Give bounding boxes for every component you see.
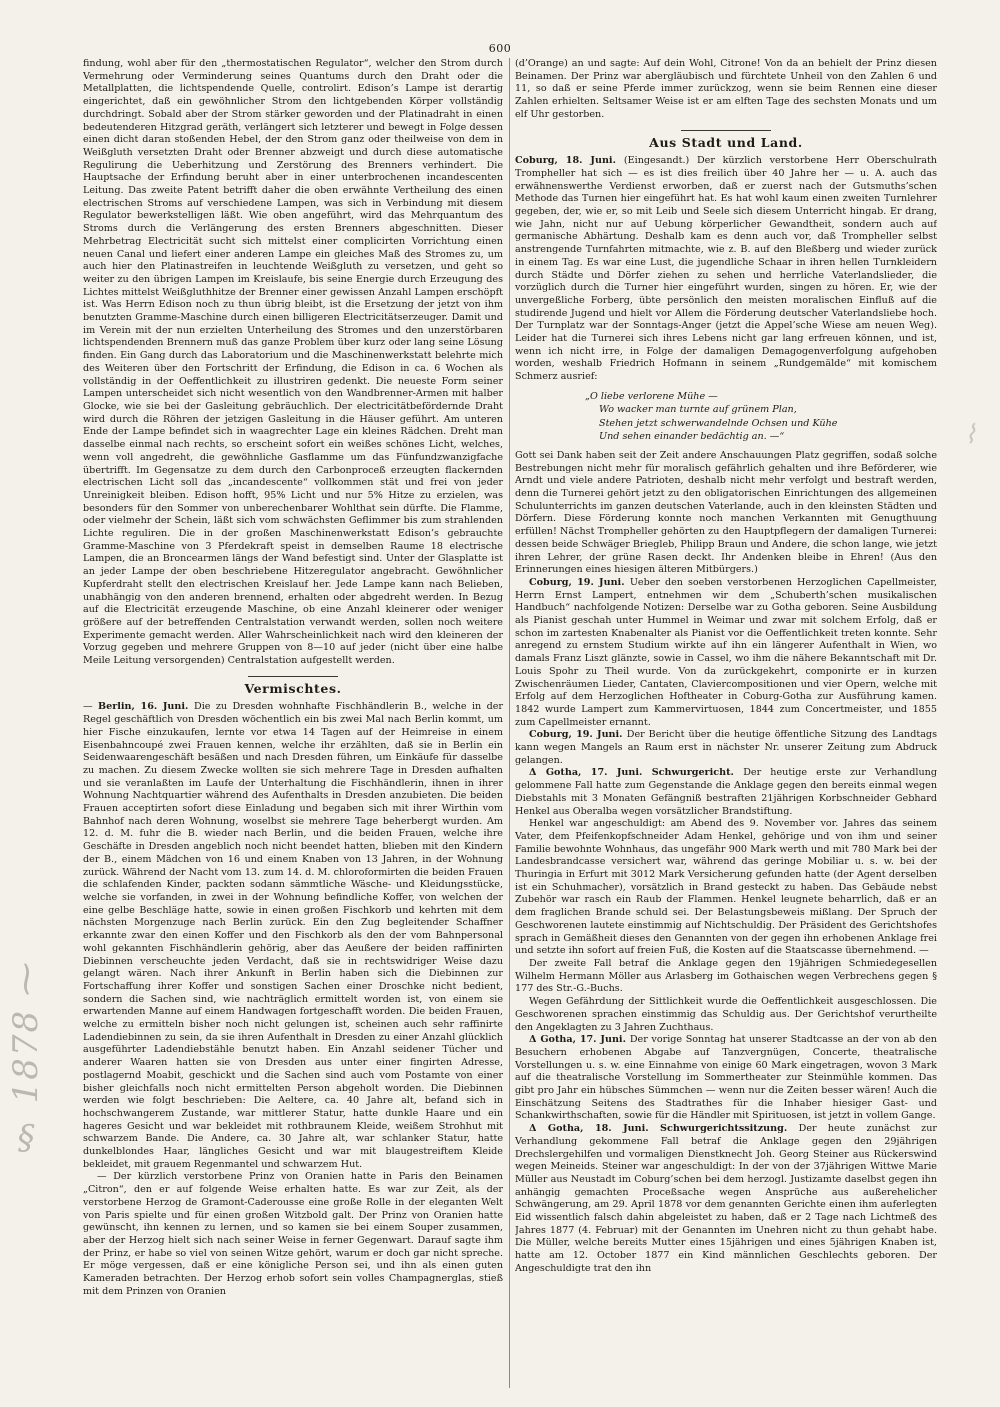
article-paragraph bbox=[515, 729, 937, 767]
article-text: Der heute zunächst zur Verhandlung gekommene Fall betraf die Anklage gegen den 29jährigen Drechslergehilfen und vormaligen Dienstknecht Joh. Georg Steiner aus Rückerswind wegen Meineids. Steiner war angeschuldigt: In der von der 37jährigen Wittwe Marie Müller aus Neustadt im Coburg’schen bei dem herzogl. Justizamte daselbst gegen ihn anhängig gemachten Proceßsache wegen Ansprüche aus außerehelicher Schwängerung, am 29. April 1878 vor dem genannten Gerichte einen ihm auferlegten Eid wissentlich falsch dahin abgeleistet zu haben, daß er 2 Tage nach Lichtmeß des Jahres 1877 (4. Februar) mit der Genannten im Unehren nicht zu thun gehabt habe. Die Müller, welche bereits Mutter eines 15jährigen und eines 5jährigen Knaben ist, hatte am 12. October 1877 ein Kind männlichen Geschlechts geboren. Der Angeschuldigte trat den ihn bbox=[515, 1123, 937, 1274]
dateline: Coburg, 19. Juni. bbox=[529, 576, 630, 588]
handwritten-margin-mark: ⌇ bbox=[955, 420, 985, 450]
dateline: Coburg, 19. Juni. bbox=[529, 729, 627, 741]
article-paragraph: Der zweite Fall betraf die Anklage gegen den 19jährigen Schmiedegesellen Wilhelm Hermann Möller aus Arlasberg im Gothaischen wegen Verbrechens gegen § 177 des Str.-G.-Buchs. bbox=[515, 958, 937, 995]
article-text: Der Bericht über die heutige öffentliche Sitzung des Landtags kann wegen Mangels an Raum erst in nächster Nr. unserer Zeitung zum Abdruck gelangen. bbox=[515, 729, 937, 766]
article-text: Ueber den soeben verstorbenen Herzoglichen Capellmeister, Herrn Ernst Lampert, entnehmen wir dem „Schuberth’schen musikalischen Handbuch“ nachfolgende Notizen: Derselbe war zu Gotha geboren. Seine Ausbildung als Pianist geschah unter Hummel in Weimar und zwar mit solchem Erfolg, daß er schon im zartesten Knabenalter als Pianist vor die Oeffentlichkeit treten konnte. Sehr anregend zu ernstem Studium wirkte auf ihn ein längerer Aufenthalt in Wien, wo damals Franz Liszt glänzte, sowie in Cassel, wo ihm die nähere Bekanntschaft mit Dr. Louis Spohr zu Theil wurde. Von da zurückgekehrt, componirte er in kurzen Zwischenräumen Lieder, Cantaten, Claviercompositionen und vier Opern, welche mit Erfolg auf dem Herzoglichen Hoftheater in Coburg-Gotha zur Ausführung kamen. 1842 wurde Lampert zum Kammervirtuosen, 1844 zum Concertmeister, und 1855 zum Capellmeister ernannt. bbox=[515, 576, 937, 728]
section-rule bbox=[248, 676, 338, 677]
right-column bbox=[515, 58, 937, 1388]
dateline: Δ Gotha, 17. Juni. Schwurgericht. bbox=[529, 767, 744, 779]
article-paragraph: Gott sei Dank haben seit der Zeit andere Anschauungen Platz gegriffen, sodaß solche Bestrebungen nicht mehr für moralisch gefährlich gehalten und ihre Beförderer, wie Arndt und viele andere Patrioten, deshalb nicht mehr verfolgt und bestraft werden, denn die Turnerei gehört jetzt zu den obligatorischen Einrichtungen des allgemeinen Schulunterrichts im ganzen deutschen Vaterlande, auch in den kleinsten Städten und Dörfern. Diese Förderung konnte noch manchen Verkannten mit Genugthuung erfüllen! Nächst Trompheller gehörten zu den Hauptpflegern der damaligen Turnerei: dessen beide Schwäger Briegleb, Philipp Braun und Andere, die schon lange, wie jetzt ihren Lehrer, der grüne Rasen deckt. Ihr Andenken bleibe in Ehren! (Aus den Erinnerungen eines hiesigen älteren Mitbürgers.) bbox=[515, 449, 937, 576]
article-text: (Eingesandt.) Der kürzlich verstorbene Herr Oberschulrath Trompheller hat sich — es ist dies freilich über 40 Jahre her — u. A. auch das erwähnenswerthe Verdienst erworben, daß er zuerst nach der Gutsmuths’schen Methode das Turnen hier eingeführt hat. Es hat wohl kaum einen zweiten Turnlehrer gegeben, der, wie er, so mit Leib und Seele sich diesem Unterricht hingab. Er drang, wie Jahn, nicht nur auf Uebung körperlicher Gewandtheit, sondern auch auf germanische Abhärtung. Deshalb kam es denn auch vor, daß Trompheller selbst anstrengende Turnfahrten mitmachte, wie z. B. auf den Bleßberg und wieder zurück in einem Tag. Es war eine Lust, die jugendliche Schaar in ihren hellen Turnkleidern durch Städte und Dörfer ziehen zu sehen und herrliche Vaterlandslieder, die vorzüglich durch die Turner hier eingeführt wurden, singen zu hören. Er, wie der unvergeßliche Forberg, übte persönlich den meisten moralischen Einfluß auf die studirende Jugend und hielt vor Allem die Förderung deutscher Vaterlandsliebe hoch. Der Turnplatz war der Sonntags-Anger (jetzt die Appel’sche Wiese am neuen Weg). Leider hat die Turnerei sich ihres Lebens nicht gar lang erfreuen können, und ist, wenn ich nicht irre, in Folge der damaligen Demagogenverfolgung aufgehoben worden, weshalb Friedrich Hofmann in seinem „Rundgemälde“ mit komischem Schmerz ausrief: bbox=[515, 155, 937, 383]
column-divider bbox=[509, 58, 510, 1388]
article-paragraph bbox=[515, 1034, 937, 1123]
article-paragraph: — Der kürzlich verstorbene Prinz von Oranien hatte in Paris den Beinamen „Citron“, den er auf folgende Weise erhalten hatte. Es war zur Zeit, als der verstorbene Herzog de Gramont-Caderousse eine große Rolle in der eleganten Welt von Paris spielte und für einen großen Witzbold galt. Der Prinz von Oranien hatte gewünscht, ihn kennen zu lernen, und so kamen sie bei einem Souper zusammen, aber der Herzog hielt sich nach seiner Weise in ferner Gegenwart. Darauf sagte ihm der Prinz, er habe so viel von seinen Witze gehört, warum er doch gar nicht spreche. Er möge vergessen, daß er eine königliche Person sei, und ihn als einen guten Kameraden betrachten. Der Herzog erhob sofort sein volles Champagnerglas, stieß mit dem Prinzen von Oranien bbox=[83, 1171, 503, 1297]
article-paragraph: (d’Orange) an und sagte: Auf dein Wohl, Citrone! Von da an behielt der Prinz diesen Beinamen. Der Prinz war abergläubisch und fürchtete Unheil von den Zahlen 6 und 11, so daß er seine Pferde immer zurückzog, wenn sie beim Rennen eine dieser Zahlen erhielten. Seltsamer Weise ist er am elften Tage des sechsten Monats und um elf Uhr gestorben. bbox=[515, 58, 937, 120]
dateline: Δ Gotha, 18. Juni. Schwurgerichtssitzung. bbox=[529, 1123, 799, 1135]
poem-line: Wo wacker man turnte auf grünem Plan, bbox=[599, 404, 797, 416]
article-paragraph bbox=[515, 155, 937, 384]
poem-line: Stehen jetzt schwerwandelnde Ochsen und Kühe bbox=[599, 417, 838, 429]
article-paragraph: Henkel war angeschuldigt: am Abend des 9. November vor. Jahres das seinem Vater, dem Pfeifenkopfschneider Adam Henkel, gehörige und von ihm und seiner Familie bewohnte Wohnhaus, das ungefähr 900 Mark werth und mit 780 Mark bei der Landesbrandcasse versichert war, während das geringe Mobiliar u. s. w. bei der Thuringia in Erfurt mit 3012 Mark Versicherung gefunden hatte (der Agent derselben ist ein Schuhmacher), vorsätzlich in Brand gesteckt zu haben. Das Gebäude nebst Zubehör war rasch ein Raub der Flammen. Henkel leugnete beharrlich, daß er an dem fraglichen Brande schuld sei. Der Belastungsbeweis mißlang. Der Spruch der Geschworenen lautete einstimmig auf Nichtschuldig. Der Präsident des Gerichtshofes sprach in Gemäßheit dieses den Genannten von der gegen ihn erhobenen Anklage frei und setzte ihn sofort auf freien Fuß, die Kosten auf die Staatscasse übernehmend. — bbox=[515, 818, 937, 957]
article-paragraph: findung, wohl aber für den „thermostatischen Regulator“, welcher den Strom durch Vermehrung oder Verminderung seines Quantums durch den Draht oder die Metallplatten, die lichtspendende Quelle, controlirt. Edison’s Lampe ist derartig eingerichtet, daß ein gewöhnlicher Strom den lichtgebenden Körper vollständig durchdringt. Sobald aber der Strom stärker geworden und der Platinadraht in einen bedeutenderen Hitzgrad geräth, verlängert sich letzterer und bewegt in Folge dessen einen dicht daran stoßenden Hebel, der den Strom ganz oder theilweise von dem in Weißgluth versetzten Draht oder Brenner abzweigt und durch diese automatische Regulirung die Ueberhitzung und Zerstörung des Brenners verhindert. Die Hauptsache der Erfindung beruht aber in einer unterbrochenen incandescenten Leitung. Das zweite Patent betrifft daher die oben erwähnte Vertheilung des einen electrischen Stroms auf verschiedene Lampen, was sich in Verbindung mit diesem Regulator bewerkstelligen läßt. Wie oben angeführt, wird das Mehrquantum des Stroms durch die Verlängerung des ersten Brenners abgeschnitten. Dieser Mehrbetrag Electricität sucht sich mittelst einer complicirten Vorrichtung einen neuen Canal und liefert einer anderen Lampe ein gleiches Maß des Stromes zu, um auch hier den Platinastreifen in leuchtende Weißgluth zu versetzen, und geht so weiter zu den übrigen Lampen im Kreislaufe, bis seine Energie durch Erzeugung des Lichtes mittelst Weißgluthhitze der Brenner einer gewissen Anzahl Lampen erschöpft ist. Was Herrn Edison noch zu thun übrig bleibt, ist die Ersetzung der jetzt von ihm benutzten Gramme-Maschine durch einen billigeren Electricitätserzeuger. Damit und im Verein mit der nun erzielten Unterheilung des Stromes und den unzerstörbaren lichtspendenden Brennern muß das ganze Problem über kurz oder lang seine Lösung finden. Ein Gang durch das Laboratorium und die Maschinenwerkstatt belehrte mich des Weiteren über den Fortschritt der Erfindung, die Edison in ca. 6 Wochen als vollständig in der Oeffentlichkeit zu illustriren gedenkt. Die neueste Form seiner Lampen unterscheidet sich nicht wesentlich von den Wandbrenner-Armen mit halber Glocke, wie sie bei der Gasleitung gebräuchlich. Der electricitätbefördernde Draht wird durch die Röhren der jetzigen Gasleitung in die Häuser geführt. Am unteren Ende der Lampe befindet sich in waagrechter Lage ein kleines Rädchen. Dreht man dasselbe einmal nach rechts, so erscheint sofort ein weißes schönes Licht, welches, wenn voll angedreht, die gewöhnliche Gasflamme um das Fünfundzwanzigfache übertrifft. Im Gegensatze zu dem durch den Carbonproceß erzeugten flackernden electrischen Licht soll das „incandescente“ vollkommen stät und frei von jeder Unreinigkeit bleiben. Edison hofft, 95% Licht und nur 5% Hitze zu erzielen, was besonders für den Sommer von unberechenbarer Wohlthat sein dürfte. Die Flamme, oder vielmehr der Schein, läßt sich vom schwächsten Geflimmer bis zum strahlenden Lichte reguliren. Die in der großen Maschinenwerkstatt Edison’s gebrauchte Gramme-Maschine von 3 Pferdekraft speist in demselben Raume 18 electrische Lampen, die an Broncearmen längs der Wand befestigt sind. Unter der Glasplatte ist an jeder Lampe der oben beschriebene Hitzeregulator angebracht. Gewöhnlicher Kupferdraht stellt den electrischen Kreislauf her. Jede Lampe kann nach Belieben, unabhängig von den anderen brennend, erhalten oder abgedreht werden. In Bezug auf die Electricität erzeugende Maschine, ob eine Anzahl kleinerer oder weniger größere auf der betreffenden Centralstation verwandt werden, sollen noch weitere Experimente gemacht werden. Aller Wahrscheinlichkeit nach wird den kleineren der Vorzug gegeben und mehrere Gruppen von 8—10 auf jeder (nicht über eine halbe Meile Leitung versorgenden) Centralstation aufgestellt werden. bbox=[83, 58, 503, 667]
section-rule bbox=[681, 130, 771, 131]
handwritten-margin-note: § 1878 ⁓ bbox=[6, 960, 46, 1159]
article-text: Der vorige Sonntag hat unserer Stadtcasse an der von ab den Besuchern erhobenen Abgabe auf Tanzvergnügen, Concerte, theatralische Vorstellungen u. s. w. eine Einnahme von einige 60 Mark eingetragen, wovon 3 Mark auf die theatralische Vorstellung im Sommertheater zur Steinmühle kommen. Das gibt pro Jahr ein hübsches Sümmchen — wenn nur die Zeiten besser wären! Auch die Einschätzung Seitens des Stadtrathes für die Inhaber hiesiger Gast- und Schankwirthschaften, sowie für die Händler mit Spirituosen, ist jetzt in vollem Gange. bbox=[515, 1034, 937, 1122]
article-text: Die zu Dresden wohnhafte Fischhändlerin B., welche in der Regel geschäftlich von Dresden wöchentlich ein bis zwei Mal nach Berlin kommt, um hier Fische einzukaufen, lernte vor etwa 14 Tagen auf der Heimreise in einem Eisenbahncoupé zwei Frauen kennen, welche ihr erzählten, daß sie in Berlin ein Seidenwaarengeschäft besäßen und nach Dresden führen, um Einkäufe für dasselbe zu machen. Zu diesem Zwecke wollten sie sich mehrere Tage in Dresden aufhalten und sie veranlaßten im Laufe der Unterhaltung die Fischhändlerin, ihnen in ihrer Wohnung Nachtquartier während des Aufenthalts in Dresden anzubieten. Die beiden Frauen acceptirten sofort diese Einladung und begaben sich mit ihrer Wirthin vom Bahnhof nach deren Wohnung, woselbst sie mehrere Tage beherbergt wurden. Am 12. d. M. fuhr die B. wieder nach Berlin, und die beiden Frauen, welche ihre Geschäfte in Dresden angeblich noch nicht beendet hatten, blieben mit den Kindern der B., einem Mädchen von 16 und einem Knaben von 13 Jahren, in der Wohnung zurück. Während der Nacht vom 13. zum 14. d. M. chloroformirten die beiden Frauen die schlafenden Kinder, packten sodann sämmtliche Wäsche- und Kleidungsstücke, welche sie vorfanden, in zwei in der Wohnung befindliche Koffer, von welchen der eine gelbe Beschläge hatte, sowie in einen großen Fischkorb und kehrten mit dem nächsten Morgenzuge nach Berlin zurück. Ein den Zug begleitender Schaffner erkannte zwar den einen Koffer und den Fischkorb als den der vom Bahnpersonal wohl gekannten Fischhändlerin gehörig, aber das Aeußere der beiden raffinirten Diebinnen verscheuchte jeden Verdacht, daß sie in rechtswidriger Weise dazu gelangt wären. Nach ihrer Ankunft in Berlin haben sich die Diebinnen zur Fortschaffung ihrer Koffer und sonstigen Sachen einer Droschke nicht bedient, sondern die Sachen sind, wie nachträglich ermittelt worden ist, von einem sie erwartenden Manne auf einem Handwagen fortgeschafft worden. Die beiden Frauen, welche zu ermitteln bisher noch nicht gelungen ist, scheinen auch sehr raffinirte Ladendiebinnen zu sein, da sie ihren Aufenthalt in Dresden zu einer Anzahl glücklich ausgeführter Ladendiebstähle benutzt haben. Ein Anzahl seidener Tücher und anderer Waaren hatten sie von Dresden aus unter einer fingirten Adresse, postlagernd Moabit, geschickt und die Sachen sind auch vom Postamte von einer bisher gleichfalls noch nicht ermittelten Person abgeholt worden. Die Diebinnen werden wie folgt beschrieben: Die Aeltere, ca. 40 Jahre alt, befand sich in hochschwangerem Zustande, war mittlerer Statur, hatte dunkle Haare und ein hageres Gesicht und war bekleidet mit rothbraunem Kleide, weißem Strohhut mit schwarzem Bande. Die Andere, ca. 30 Jahre alt, war schlanker Statur, hatte dunkelblondes Haar, längliches Gesicht und war mit blaugestreiftem Kleide bekleidet, mit grauem Regenmantel und schwarzem Hut. bbox=[83, 701, 503, 1170]
left-column bbox=[83, 58, 503, 1388]
dateline: Coburg, 18. Juni. bbox=[515, 155, 624, 167]
section-title-vermischtes: Vermischtes. bbox=[244, 680, 342, 696]
dateline: Δ Gotha, 17. Juni. bbox=[529, 1034, 630, 1046]
article-paragraph: — Berlin, 16. Juni. Die zu Dresden wohnhafte Fischhändlerin B., welche in der Regel geschäftlich von Dresden wöchentlich ein bis zwei Mal nach Berlin kommt, um hier Fische einzukaufen, lernte vor etwa 14 Tagen auf der Heimreise in einem Eisenbahncoupé zwei Frauen kennen, welche ihr erzählten, daß sie in Berlin ein Seidenwaarengeschäft besäßen und nach Dresden führen, um Einkäufe für dasselbe zu machen. Zu diesem Zwecke wollten sie sich mehrere Tage in Dresden aufhalten und sie veranlaßten im Laufe der Unterhaltung die Fischhändlerin, ihnen in ihrer Wohnung Nachtquartier während des Aufenthalts in Dresden anzubieten. Die beiden Frauen acceptirten sofort diese Einladung und begaben sich mit ihrer Wirthin vom Bahnhof nach deren Wohnung, woselbst sie mehrere Tage beherbergt wurden. Am 12. d. M. fuhr die B. wieder nach Berlin, und die beiden Frauen, welche ihre Geschäfte in Dresden angeblich noch nicht beendet hatten, blieben mit den Kindern der B., einem Mädchen von 16 und einem Knaben von 13 Jahren, in der Wohnung zurück. Während der Nacht vom 13. zum 14. d. M. chloroformirten die beiden Frauen die schlafenden Kinder, packten sodann sämmtliche Wäsche- und Kleidungsstücke, welche sie vorfanden, in zwei in der Wohnung befindliche Koffer, von welchen der eine gelbe Beschläge hatte, sowie in einen großen Fischkorb und kehrten mit dem nächsten Morgenzuge nach Berlin zurück. Ein den Zug begleitender Schaffner erkannte zwar den einen Koffer und den Fischkorb als den der vom Bahnpersonal wohl gekannten Fischhändlerin gehörig, aber das Aeußere der beiden raffinirten Diebinnen verscheuchte jeden Verdacht, daß sie in rechtswidriger Weise dazu gelangt wären. Nach ihrer Ankunft in Berlin haben sich die Diebinnen zur Fortschaffung ihrer Koffer und sonstigen Sachen einer Droschke nicht bedient, sondern die Sachen sind, wie nachträglich ermittelt worden ist, von einem sie erwartenden Manne auf einem Handwagen fortgeschafft worden. Die beiden Frauen, welche zu ermitteln bisher noch nicht gelungen ist, scheinen auch sehr raffinirte Ladendiebinnen zu sein, da sie ihren Aufenthalt in Dresden zu einer Anzahl glücklich ausgeführter Ladendiebstähle benutzt haben. Ein Anzahl seidener Tücher und anderer Waaren hatten sie von Dresden aus unter einer fingirten Adresse, postlagernd Moabit, geschickt und die Sachen sind auch vom Postamte von einer bisher gleichfalls noch nicht ermittelten Person abgeholt worden. Die Diebinnen werden wie folgt beschrieben: Die Aeltere, ca. 40 Jahre alt, befand sich in hochschwangerem Zustande, war mittlerer Statur, hatte dunkle Haare und ein hageres Gesicht und war bekleidet mit rothbraunem Kleide, weißem Strohhut mit schwarzem Bande. Die Andere, ca. 30 Jahre alt, war schlanker Statur, hatte dunkelblondes Haar, längliches Gesicht und war mit blaugestreiftem Kleide bekleidet, mit grauem Regenmantel und schwarzem Hut. bbox=[83, 701, 503, 1170]
poem-line: Und sehen einander bedächtig an. —“ bbox=[599, 431, 785, 443]
article-paragraph: Wegen Gefährdung der Sittlichkeit wurde die Oeffentlichkeit ausgeschlossen. Die Geschworenen sprachen einstimmig das Schuldig aus. Der Gerichtshof verurtheilte den Angeklagten zu 3 Jahren Zuchthaus. bbox=[515, 996, 937, 1033]
article-text: Der heutige erste zur Verhandlung gelommene Fall hatte zum Gegenstande die Anklage gegen den bereits einmal wegen Diebstahls mit 3 Monaten Gefängniß bestraften 21jährigen Korbschneider Gebhard Henkel aus Oberalba wegen vorsätzlicher Brandstiftung. bbox=[515, 767, 937, 817]
poem-line: „O liebe verlorene Mühe — bbox=[585, 390, 718, 402]
article-paragraph bbox=[515, 1123, 937, 1275]
page-number: 600 bbox=[488, 42, 512, 55]
article-paragraph bbox=[515, 767, 937, 818]
poem-quote bbox=[585, 390, 937, 444]
dateline: Berlin, 16. Juni. bbox=[97, 701, 195, 713]
section-title-aus-stadt-und-land: Aus Stadt und Land. bbox=[649, 134, 803, 150]
article-paragraph bbox=[515, 577, 937, 729]
